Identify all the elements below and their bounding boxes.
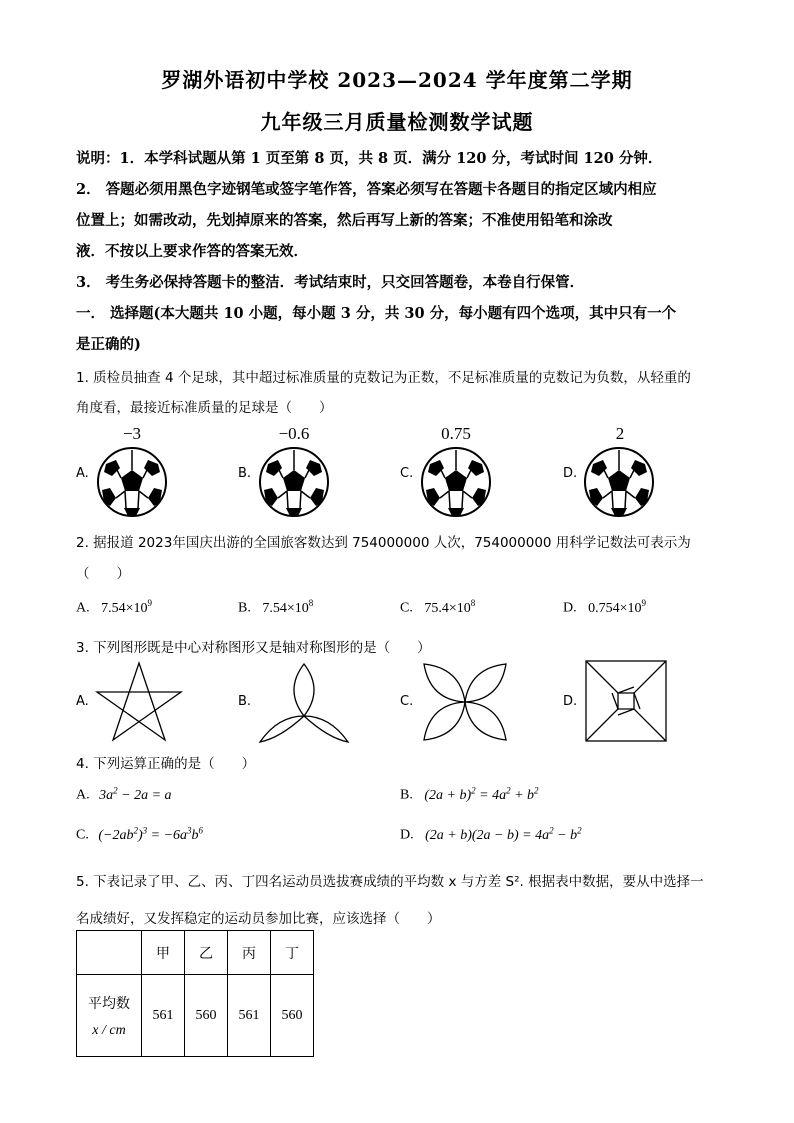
q2-option-c-mantissa: 75.4×10 (424, 600, 471, 616)
q4-option-c-letter: C. (76, 827, 89, 843)
q2-option-d-mantissa: 0.754×10 (588, 600, 642, 616)
q4-option-d-letter: D. (400, 827, 414, 843)
table-header-cell: 丁 (271, 931, 314, 975)
instruction-line-5: 3． 考生务必保持答题卡的整洁．考试结束时，只交回答题卷，本卷自行保管． (76, 274, 585, 291)
athlete-score-table (76, 930, 314, 1057)
q1-option-b-value: −0.6 (278, 424, 310, 443)
table-cell: 560 (185, 975, 228, 1057)
q1-stem-line-1: 1. 质检员抽查 4 个足球，其中超过标准质量的克数记为正数，不足标准质量的克数记为负数，从轻重的 (76, 370, 691, 386)
instruction-line-3: 位置上；如需改动，先划掉原来的答案，然后再写上新的答案；不准使用铅笔和涂改 (76, 212, 613, 229)
q4-option-a-letter: A. (76, 787, 90, 803)
table-header-cell: 丙 (228, 931, 271, 975)
q2-option-a-mantissa: 7.54×10 (101, 600, 148, 616)
q1-option-d-value: 2 (615, 424, 625, 443)
q2-option-c (400, 598, 475, 617)
soccer-ball-icon (96, 446, 168, 518)
q4-option-d-expression: $(2a + b)(2a - b) = 4a^2 - b^2$ (425, 825, 582, 843)
q1-stem-line-2: 角度看，最接近标准质量的足球是（ ） (76, 400, 333, 416)
q2-option-b-mantissa: 7.54×10 (262, 600, 309, 616)
square-pinwheel-figure (585, 660, 667, 742)
q2-option-a (76, 598, 152, 617)
q2-option-b-letter: B. (238, 600, 251, 616)
q2-option-a-exponent: 9 (147, 598, 153, 608)
q4-stem: 4. 下列运算正确的是（ ） (76, 756, 256, 772)
instruction-line-4: 液．不按以上要求作答的答案无效． (76, 243, 308, 260)
q4-option-b-expression: $(2a + b)^2 = 4a^2 + b^2$ (424, 785, 539, 803)
row-label-unit: x / cm (92, 1022, 126, 1038)
q4-option-c-expression: $(-2ab^2)^3 = -6a^3b^6$ (98, 825, 204, 843)
q1-option-c-letter: C. (400, 466, 414, 481)
q4-option-c (76, 825, 203, 844)
q4-option-d (400, 825, 582, 844)
q2-option-b (238, 598, 313, 617)
pentagram-figure (94, 660, 184, 744)
q4-option-a (76, 785, 172, 804)
row-label-cell (77, 975, 142, 1057)
four-petal-figure (420, 660, 510, 744)
q3-option-d-letter: D. (563, 694, 578, 709)
q2-option-d-exponent: 9 (641, 598, 647, 608)
q4-option-a-expression: $3a^2 - 2a = a$ (99, 785, 172, 803)
exam-title-line2: 九年级三月质量检测数学试题 (260, 110, 534, 134)
table-row (77, 975, 314, 1057)
table-cell: 561 (228, 975, 271, 1057)
q2-option-d-letter: D. (563, 600, 577, 616)
q4-option-b (400, 785, 539, 804)
q2-stem-line-2: （ ） (76, 566, 130, 582)
q1-option-d-letter: D. (563, 466, 578, 481)
soccer-ball-icon (583, 446, 655, 518)
q4-option-b-letter: B. (400, 787, 413, 803)
table-header-cell: 乙 (185, 931, 228, 975)
section-heading-line-2: 是正确的) (76, 336, 141, 353)
q2-option-c-exponent: 8 (470, 598, 476, 608)
table-header-cell (77, 931, 142, 975)
soccer-ball-icon (420, 446, 492, 518)
q3-stem: 3. 下列图形既是中心对称图形又是轴对称图形的是（ ） (76, 640, 431, 656)
instruction-line-1: 说明：1．本学科试题从第 1 页至第 8 页，共 8 页．满分 120 分，考试时间 120 分钟． (76, 150, 663, 167)
q5-stem-line-1: 5. 下表记录了甲、乙、丙、丁四名运动员选拔赛成绩的平均数 x 与方差 S². 根据表中数据，要从中选择一 (76, 874, 704, 890)
table-header-cell: 甲 (142, 931, 185, 975)
table-cell: 561 (142, 975, 185, 1057)
soccer-ball-icon (258, 446, 330, 518)
q3-option-a-letter: A. (76, 694, 89, 709)
exam-title-line1: 罗湖外语初中学校 2023—2024 学年度第二学期 (161, 68, 633, 92)
table-header-row (77, 931, 314, 975)
row-label-average: 平均数 (88, 996, 130, 1012)
section-heading-line-1: 一． 选择题(本大题共 10 小题，每小题 3 分，共 30 分，每小题有四个选项，其中只有一个 (76, 305, 677, 322)
q2-option-d (563, 598, 646, 617)
q2-option-a-letter: A. (76, 600, 90, 616)
table-cell: 560 (271, 975, 314, 1057)
q2-option-b-exponent: 8 (308, 598, 314, 608)
instruction-line-2: 2． 答题必须用黑色字迹钢笔或签字笔作答，答案必须写在答题卡各题目的指定区域内相应 (76, 181, 657, 198)
q3-option-b-letter: B. (238, 694, 252, 709)
q2-option-c-letter: C. (400, 600, 413, 616)
q2-stem-line-1: 2. 据报道 2023年国庆出游的全国旅客数达到 754000000 人次，754000000 用科学记数法可表示为 (76, 535, 691, 551)
q5-stem-line-2: 名成绩好，又发挥稳定的运动员参加比赛，应该选择（ ） (76, 911, 441, 927)
q1-option-a-letter: A. (76, 466, 89, 481)
q1-option-a-value: −3 (122, 424, 142, 443)
q1-option-b-letter: B. (238, 466, 252, 481)
three-petal-figure (258, 660, 350, 744)
q3-option-c-letter: C. (400, 694, 414, 709)
q1-option-c-value: 0.75 (441, 424, 471, 443)
